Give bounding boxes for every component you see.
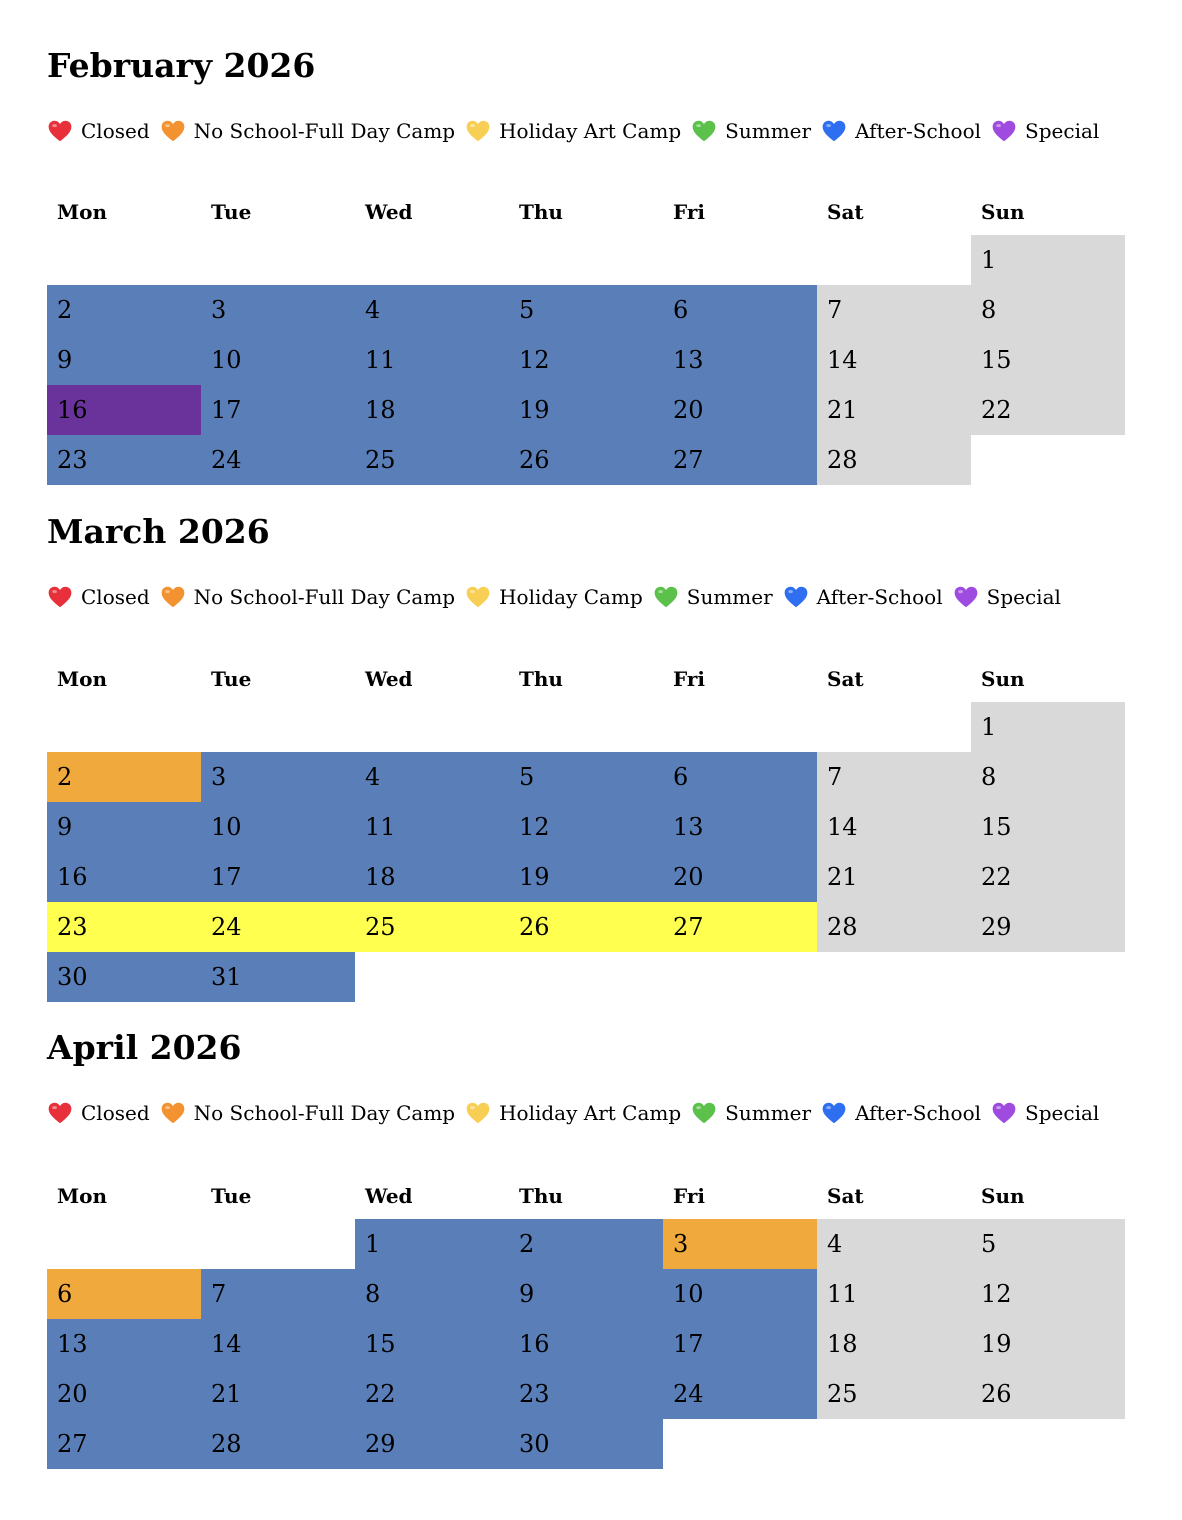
day-cell: 29 [971,902,1125,952]
day-cell: 20 [663,852,817,902]
day-cell: 30 [47,952,201,1002]
weekday-wed: Wed [365,1184,413,1208]
legend-item-holiday [465,1100,681,1126]
legend-label: After-School [855,1101,982,1125]
day-cell: 21 [201,1369,355,1419]
weekday-fri: Fri [673,200,705,224]
summer-heart-icon [691,118,717,144]
weekday-header [47,189,1127,235]
legend-item-closed [47,118,150,144]
day-cell: 12 [971,1269,1125,1319]
legend-label: Summer [686,585,773,609]
weekday-sun: Sun [981,200,1025,224]
day-cell: 19 [971,1319,1125,1369]
day-cell: 27 [663,435,817,485]
day-cell: 23 [47,902,201,952]
legend-item-summer [691,118,811,144]
day-cell: 3 [663,1219,817,1269]
day-cell: 22 [971,385,1125,435]
legend-label: Closed [81,585,150,609]
day-cell: 15 [971,802,1125,852]
day-cell: 26 [971,1369,1125,1419]
day-cell: 19 [509,385,663,435]
weekday-header [47,656,1127,702]
day-cell: 25 [355,435,509,485]
day-cell: 30 [509,1419,663,1469]
day-cell: 4 [355,752,509,802]
day-cell: 6 [663,752,817,802]
legend-label: Closed [81,1101,150,1125]
day-cell: 3 [201,285,355,335]
closed-heart-icon [47,584,73,610]
legend-item-special [991,118,1099,144]
day-cell: 29 [355,1419,509,1469]
special-heart-icon [953,584,979,610]
weekday-tue: Tue [211,1184,252,1208]
weekday-sat: Sat [827,200,864,224]
noschool-heart-icon [160,118,186,144]
day-cell: 18 [355,385,509,435]
day-cell: 31 [201,952,355,1002]
week-row [47,1419,1127,1469]
legend [47,114,1109,148]
day-cell: 11 [355,802,509,852]
weekday-wed: Wed [365,667,413,691]
day-cell: 10 [201,335,355,385]
day-cell: 21 [817,385,971,435]
week-row [47,802,1127,852]
day-cell: 7 [817,752,971,802]
day-cell: 15 [355,1319,509,1369]
day-cell: 3 [201,752,355,802]
holiday-heart-icon [465,1100,491,1126]
weekday-thu: Thu [519,1184,563,1208]
afterschool-heart-icon [821,1100,847,1126]
day-cell: 1 [355,1219,509,1269]
day-cell: 23 [47,435,201,485]
day-cell: 5 [509,752,663,802]
day-cell: 18 [817,1319,971,1369]
weekday-header [47,1173,1127,1219]
legend-item-afterschool [821,118,981,144]
day-cell: 16 [47,852,201,902]
day-cell: 16 [47,385,201,435]
weekday-thu: Thu [519,667,563,691]
week-row [47,1269,1127,1319]
weekday-fri: Fri [673,667,705,691]
day-cell: 23 [509,1369,663,1419]
day-cell: 1 [971,235,1125,285]
legend-label: After-School [816,585,943,609]
week-row [47,235,1127,285]
week-row [47,852,1127,902]
day-cell: 7 [201,1269,355,1319]
legend-label: Summer [725,119,812,143]
day-cell: 25 [355,902,509,952]
legend-item-summer [653,584,773,610]
noschool-heart-icon [160,584,186,610]
week-row [47,1369,1127,1419]
week-row [47,435,1127,485]
day-cell: 22 [971,852,1125,902]
day-cell: 17 [201,852,355,902]
legend-item-closed [47,584,150,610]
legend-label: Summer [725,1101,812,1125]
day-cell: 12 [509,335,663,385]
day-cell: 26 [509,435,663,485]
day-cell: 27 [47,1419,201,1469]
legend-item-noschool [160,584,455,610]
day-cell: 17 [201,385,355,435]
day-cell: 9 [47,802,201,852]
day-cell: 9 [509,1269,663,1319]
day-cell: 28 [817,902,971,952]
day-cell: 16 [509,1319,663,1369]
day-cell: 8 [355,1269,509,1319]
weekday-mon: Mon [57,667,108,691]
week-row [47,752,1127,802]
weekday-mon: Mon [57,200,108,224]
day-cell: 15 [971,335,1125,385]
weekday-sat: Sat [827,667,864,691]
day-cell: 28 [201,1419,355,1469]
day-cell: 25 [817,1369,971,1419]
week-row [47,1219,1127,1269]
closed-heart-icon [47,118,73,144]
day-cell: 24 [201,435,355,485]
week-row [47,1319,1127,1369]
day-cell: 24 [201,902,355,952]
closed-heart-icon [47,1100,73,1126]
day-cell: 20 [663,385,817,435]
legend-label: No School-Full Day Camp [193,119,456,143]
legend-label: Closed [81,119,150,143]
special-heart-icon [991,118,1017,144]
day-cell: 11 [817,1269,971,1319]
day-cell: 13 [663,802,817,852]
day-cell: 9 [47,335,201,385]
day-cell: 13 [663,335,817,385]
weekday-fri: Fri [673,1184,705,1208]
weekday-sat: Sat [827,1184,864,1208]
legend-label: Special [1025,1101,1100,1125]
day-cell: 7 [817,285,971,335]
week-row [47,902,1127,952]
day-cell: 8 [971,752,1125,802]
legend-item-noschool [160,1100,455,1126]
legend-item-holiday [465,584,643,610]
legend-item-summer [691,1100,811,1126]
legend-label: After-School [855,119,982,143]
day-cell: 6 [47,1269,201,1319]
day-cell: 10 [201,802,355,852]
legend-item-noschool [160,118,455,144]
day-cell: 18 [355,852,509,902]
weekday-sun: Sun [981,1184,1025,1208]
week-row [47,952,1127,1002]
day-cell: 4 [817,1219,971,1269]
legend [47,1096,1109,1130]
day-cell: 21 [817,852,971,902]
day-cell: 22 [355,1369,509,1419]
day-cell: 14 [201,1319,355,1369]
month-title: April 2026 [47,1028,242,1067]
day-cell: 2 [509,1219,663,1269]
day-cell: 11 [355,335,509,385]
day-cell: 8 [971,285,1125,335]
afterschool-heart-icon [821,118,847,144]
week-row [47,385,1127,435]
day-cell: 4 [355,285,509,335]
day-cell: 26 [509,902,663,952]
week-row [47,335,1127,385]
legend-item-holiday [465,118,681,144]
weekday-tue: Tue [211,200,252,224]
weekday-sun: Sun [981,667,1025,691]
day-cell: 20 [47,1369,201,1419]
day-cell: 14 [817,802,971,852]
weekday-tue: Tue [211,667,252,691]
legend-item-special [991,1100,1099,1126]
month-title: March 2026 [47,512,270,551]
legend-item-afterschool [821,1100,981,1126]
summer-heart-icon [691,1100,717,1126]
legend-label: Holiday Art Camp [499,119,682,143]
day-cell: 2 [47,752,201,802]
week-row [47,285,1127,335]
day-cell: 13 [47,1319,201,1369]
day-cell: 1 [971,702,1125,752]
day-cell: 27 [663,902,817,952]
day-cell: 2 [47,285,201,335]
legend-label: Special [986,585,1061,609]
legend-item-closed [47,1100,150,1126]
day-cell: 12 [509,802,663,852]
legend-label: Special [1025,119,1100,143]
weekday-wed: Wed [365,200,413,224]
day-cell: 6 [663,285,817,335]
holiday-heart-icon [465,118,491,144]
day-cell: 24 [663,1369,817,1419]
legend [47,580,1071,614]
legend-item-afterschool [783,584,943,610]
day-cell: 17 [663,1319,817,1369]
day-cell: 5 [971,1219,1125,1269]
afterschool-heart-icon [783,584,809,610]
weekday-thu: Thu [519,200,563,224]
day-cell: 19 [509,852,663,902]
weekday-mon: Mon [57,1184,108,1208]
legend-label: Holiday Camp [499,585,643,609]
month-title: February 2026 [47,46,316,85]
day-cell: 5 [509,285,663,335]
legend-label: Holiday Art Camp [499,1101,682,1125]
day-cell: 14 [817,335,971,385]
legend-label: No School-Full Day Camp [193,1101,456,1125]
week-row [47,702,1127,752]
holiday-heart-icon [465,584,491,610]
summer-heart-icon [653,584,679,610]
day-cell: 10 [663,1269,817,1319]
day-cell: 28 [817,435,971,485]
legend-item-special [953,584,1061,610]
noschool-heart-icon [160,1100,186,1126]
special-heart-icon [991,1100,1017,1126]
legend-label: No School-Full Day Camp [193,585,456,609]
